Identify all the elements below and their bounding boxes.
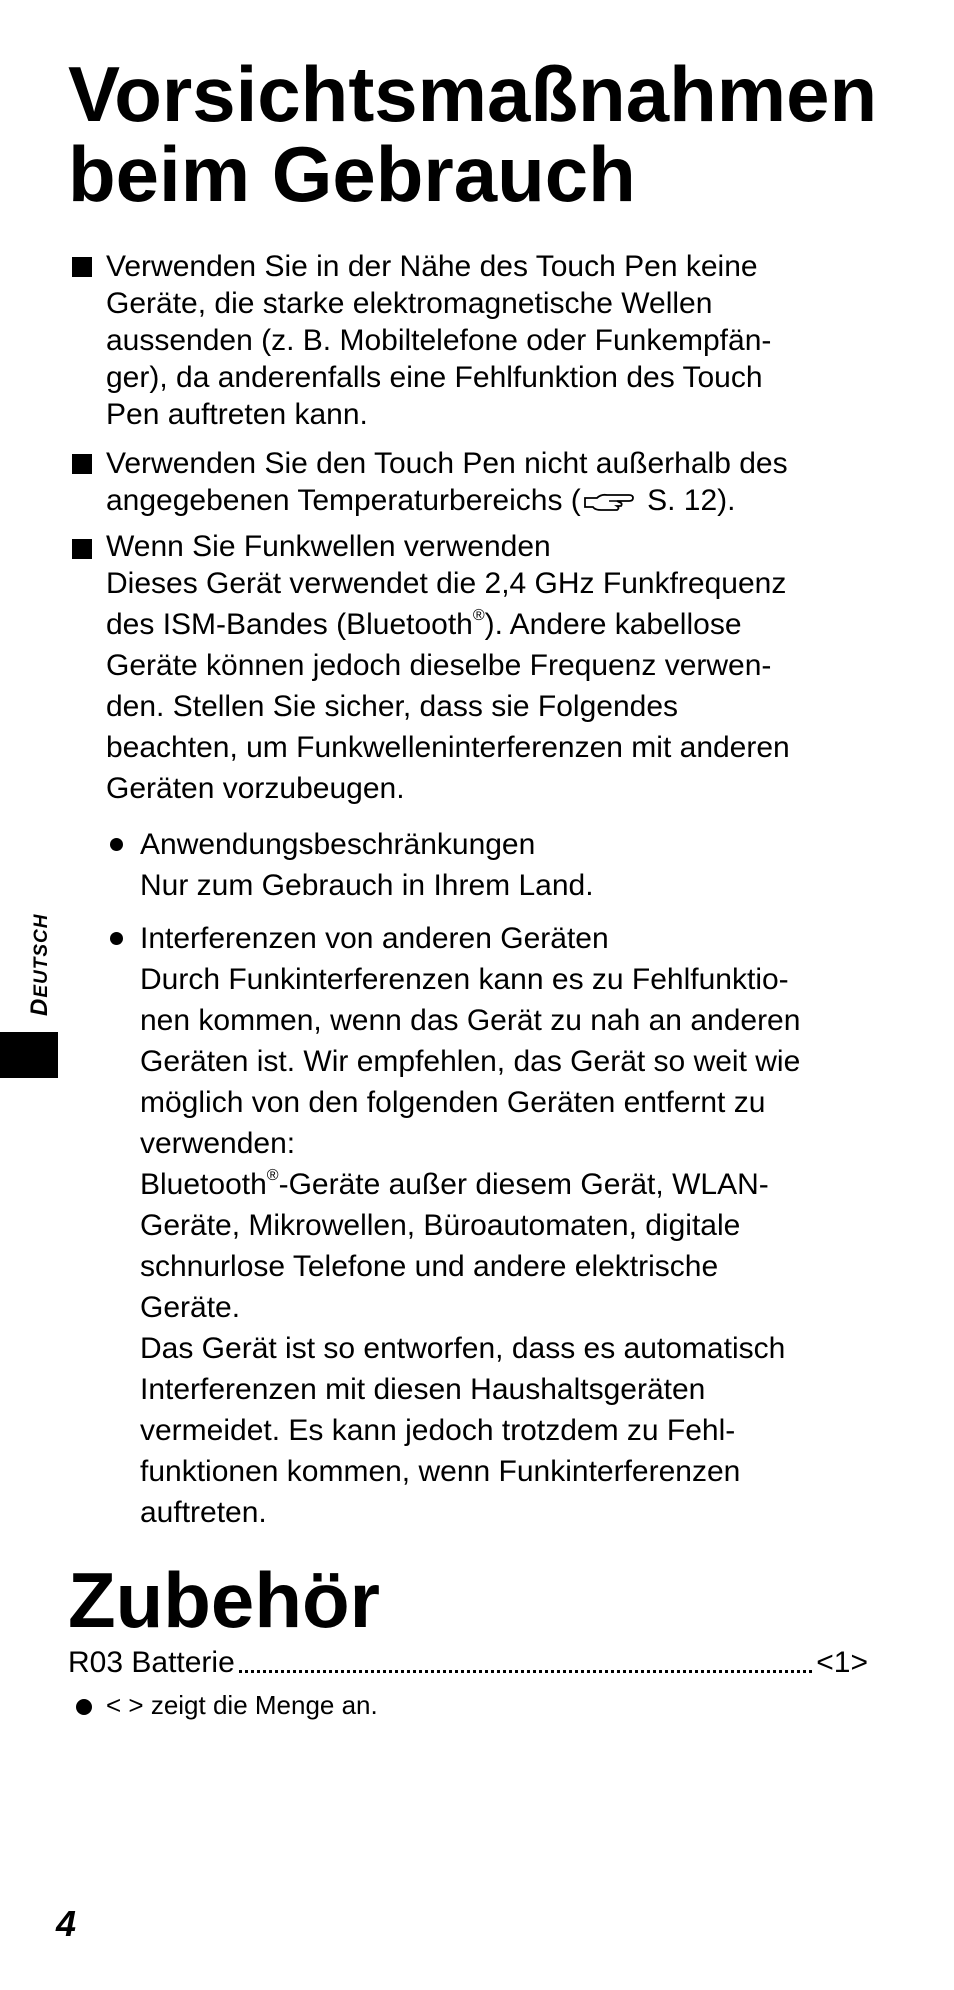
dot-leader xyxy=(239,1670,813,1673)
language-tab-initial: D xyxy=(26,997,53,1016)
text-line xyxy=(106,482,886,523)
text-line: auftreten. xyxy=(140,1496,267,1529)
text-line: aussenden (z. B. Mobiltelefone oder Funkempfän- xyxy=(106,324,772,357)
text-line: Verwenden Sie in der Nähe des Touch Pen keine xyxy=(106,250,758,283)
text-line: Nur zum Gebrauch in Ihrem Land. xyxy=(140,869,594,902)
text-line xyxy=(140,1164,900,1205)
precaution-text xyxy=(106,530,886,809)
text-line: schnurlose Telefone und andere elektrische xyxy=(140,1250,719,1283)
text-fragment: angegebenen Temperaturbereichs ( xyxy=(106,484,581,517)
round-bullet-icon xyxy=(110,932,123,945)
text-line: Interferenzen mit diesen Haushaltsgeräten xyxy=(140,1373,706,1406)
accessories-title: Zubehör xyxy=(68,1556,380,1644)
text-line: Geräte. xyxy=(140,1291,241,1324)
precaution-heading: Wenn Sie Funkwellen verwenden xyxy=(106,530,551,563)
text-line: Dieses Gerät verwendet die 2,4 GHz Funkfrequenz xyxy=(106,567,787,600)
square-bullet-icon xyxy=(72,539,92,559)
language-tab-rest: EUTSCH xyxy=(31,913,52,998)
square-bullet-icon xyxy=(72,454,92,474)
language-tab-label xyxy=(26,914,54,1016)
registered-mark: ® xyxy=(472,607,485,624)
text-line: Verwenden Sie den Touch Pen nicht außerhalb des xyxy=(106,447,788,480)
text-line xyxy=(106,604,886,645)
pointing-hand-icon xyxy=(583,486,637,523)
text-line: nen kommen, wenn das Gerät zu nah an anderen xyxy=(140,1004,801,1037)
accessory-item xyxy=(68,1644,868,1682)
text-line: vermeidet. Es kann jedoch trotzdem zu Fehl- xyxy=(140,1414,736,1447)
text-fragment: Bluetooth xyxy=(140,1168,267,1201)
text-line: Geräte, Mikrowellen, Büroautomaten, digitale xyxy=(140,1209,741,1242)
precaution-text xyxy=(106,248,886,433)
page-title-line-1: Vorsichtsmaßnahmen xyxy=(68,50,878,138)
text-line: Pen auftreten kann. xyxy=(106,398,368,431)
page-title xyxy=(68,50,928,218)
text-line: Geräte können jedoch dieselbe Frequenz verwen- xyxy=(106,649,772,682)
sub-item-heading: Anwendungsbeschränkungen xyxy=(140,828,536,861)
sub-list-item xyxy=(106,824,886,908)
text-line: Das Gerät ist so entworfen, dass es automatisch xyxy=(140,1332,786,1365)
text-line: Geräte, die starke elektromagnetische Wellen xyxy=(106,287,713,320)
text-line: funktionen kommen, wenn Funkinterferenzen xyxy=(140,1455,741,1488)
sub-item-text xyxy=(140,918,900,1533)
page-title-line-2: beim Gebrauch xyxy=(68,130,636,218)
round-bullet-icon xyxy=(76,1699,92,1715)
text-line: Durch Funkinterferenzen kann es zu Fehlfunktio- xyxy=(140,963,789,996)
text-line: den. Stellen Sie sicher, dass sie Folgendes xyxy=(106,690,679,723)
text-fragment: S. 12). xyxy=(638,484,736,517)
sub-item-text xyxy=(140,824,900,906)
text-line: beachten, um Funkwelleninterferenzen mit anderen xyxy=(106,731,790,764)
quantity-note xyxy=(68,1690,868,1720)
text-line: verwenden: xyxy=(140,1127,296,1160)
precaution-text xyxy=(106,445,886,523)
note-text: < > zeigt die Menge an. xyxy=(106,1690,378,1720)
text-line: Geräten ist. Wir empfehlen, das Gerät so weit wie xyxy=(140,1045,801,1078)
text-line: ger), da anderenfalls eine Fehlfunktion des Touch xyxy=(106,361,763,394)
precaution-item xyxy=(68,445,868,521)
page-number: 4 xyxy=(56,1903,77,1944)
round-bullet-icon xyxy=(110,838,123,851)
precaution-item xyxy=(68,530,868,810)
accessory-name: R03 Batterie xyxy=(68,1646,235,1679)
precaution-item xyxy=(68,248,868,438)
language-tab-marker xyxy=(0,1032,58,1078)
text-fragment: des ISM-Bandes (Bluetooth xyxy=(106,608,473,641)
sub-item-heading: Interferenzen von anderen Geräten xyxy=(140,922,609,955)
sub-list-item xyxy=(106,918,886,1538)
accessory-quantity: <1> xyxy=(816,1646,868,1679)
text-line: Geräten vorzubeugen. xyxy=(106,772,405,805)
text-fragment: ). Andere kabellose xyxy=(484,608,742,641)
square-bullet-icon xyxy=(72,257,92,277)
registered-mark: ® xyxy=(266,1167,279,1184)
text-fragment: -Geräte außer diesem Gerät, WLAN- xyxy=(278,1168,769,1201)
text-line: möglich von den folgenden Geräten entfernt zu xyxy=(140,1086,766,1119)
